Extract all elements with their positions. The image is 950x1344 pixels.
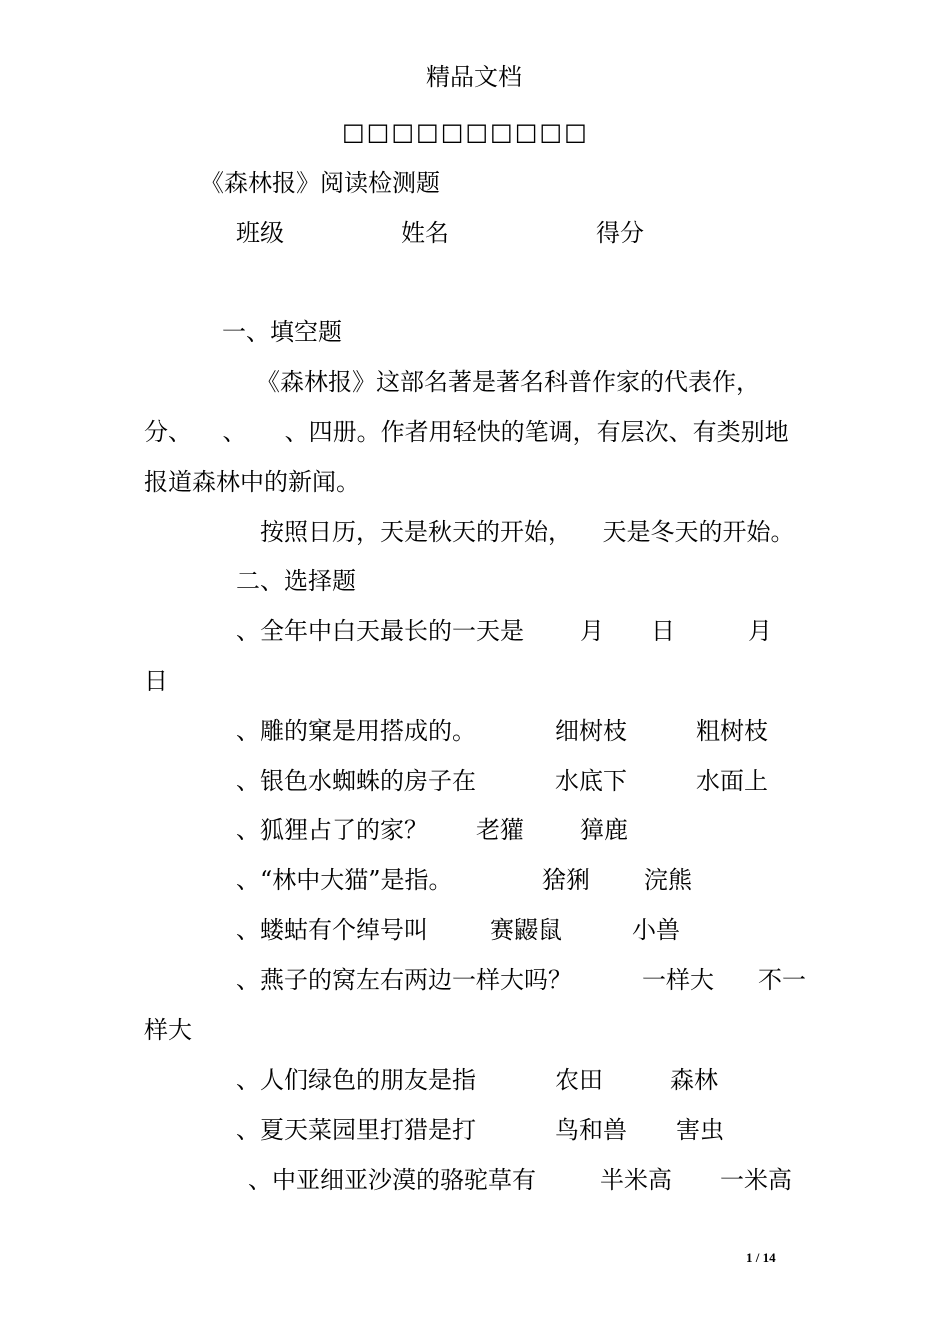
question-blank-label: 日 [651,617,675,645]
question-blank-label: 月 [580,617,604,645]
question-blank-label: 月 [748,617,772,645]
option-a: 一样大 [642,966,714,994]
option-b: 害虫 [676,1116,724,1144]
option-a: 水底下 [555,767,627,795]
question-wrap: 样大 [144,1016,192,1044]
name-label: 姓名 [401,219,449,247]
option-a: 半米高 [600,1166,672,1194]
option-b: 水面上 [696,767,768,795]
option-b: 一米高 [720,1166,792,1194]
question-text: 、全年中白天最长的一天是 [236,617,524,645]
question-text: 、燕子的窝左右两边一样大吗？ [236,966,572,994]
option-b: 浣熊 [644,866,692,894]
question-text: 、狐狸占了的家？ [236,816,428,844]
option-a: 老獾 [476,816,524,844]
option-b: 森林 [670,1066,718,1094]
class-label: 班级 [236,219,284,247]
option-a: 赛鼹鼠 [490,916,562,944]
page-number: 1 / 14 [746,1250,776,1265]
question-text: 、人们绿色的朋友是指 [236,1066,476,1094]
question-text: 、雕的窠是用搭成的。 [236,717,476,745]
option-a: 鸟和兽 [555,1116,627,1144]
question-text: 、银色水蜘蛛的房子在 [236,767,476,795]
paragraph-line: 分、 、 、四册。作者用轻快的笔调，有层次、有类别地 [144,418,789,446]
option-b: 獐鹿 [580,816,628,844]
document-title: 《森林报》阅读检测题 [200,169,440,197]
option-b: 不一 [758,966,806,994]
paragraph-line: 《森林报》这部名著是著名科普作家的代表作， [256,368,760,396]
question-text: 、“林中大猫”是指。 [236,866,453,894]
option-b: 粗树枝 [696,717,768,745]
page-header: 精品文档 [426,63,522,91]
option-a: 细树枝 [555,717,627,745]
option-a: 猞猁 [542,866,590,894]
question-text: 、蝼蛄有个绰号叫 [236,916,428,944]
option-b: 小兽 [632,916,680,944]
question-text: 、夏天菜园里打猎是打 [236,1116,476,1144]
section-heading-fill-blank: 一、填空题 [222,318,342,346]
question-wrap: 日 [144,667,168,695]
paragraph-line: 按照日历，天是秋天的开始， 天是冬天的开始。 [260,518,795,546]
score-label: 得分 [596,219,644,247]
option-a: 农田 [555,1066,603,1094]
question-text: 、中亚细亚沙漠的骆驼草有 [248,1166,536,1194]
paragraph-line: 报道森林中的新闻。 [144,468,360,496]
section-heading-choice: 二、选择题 [236,567,356,595]
garbled-line: □□□□□□□□□□ [342,118,589,146]
